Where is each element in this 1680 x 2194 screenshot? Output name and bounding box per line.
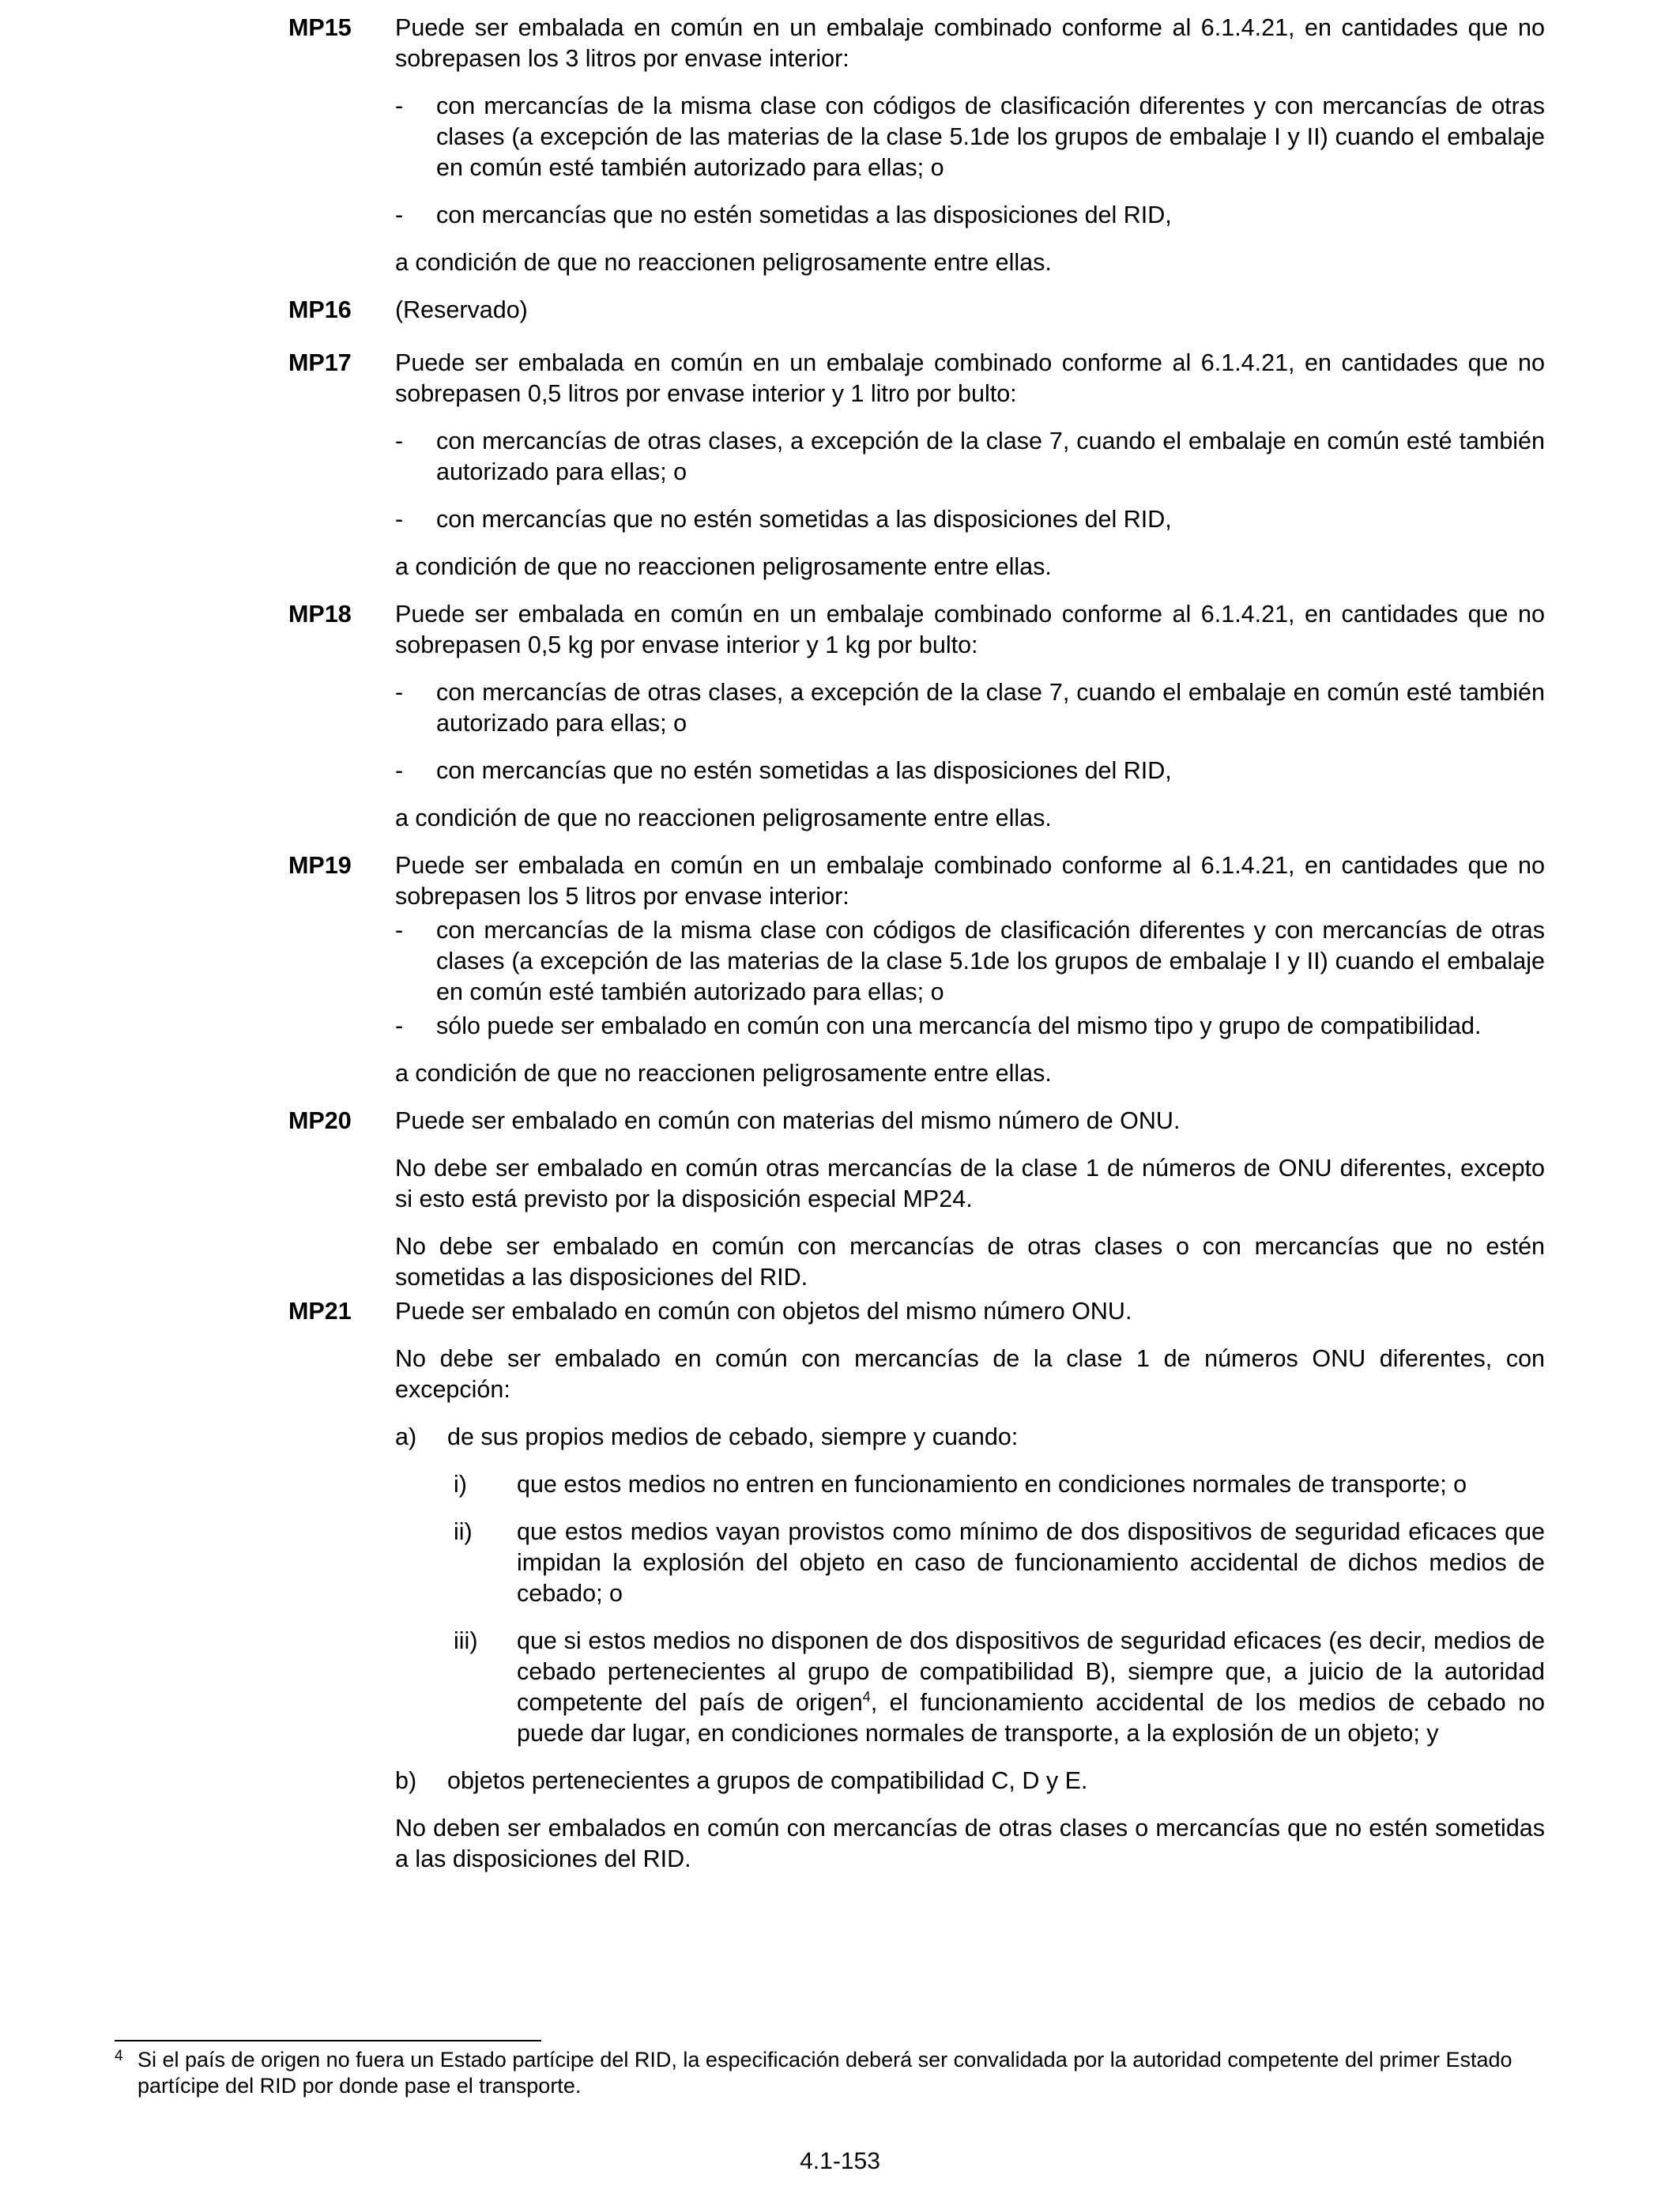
text-before-footnote: que si estos medios no disponen de dos dispositivos de seguridad eficaces (es decir, medios de cebado pertenecientes al grupo de compatibilidad B), siempre que, a juicio de la autoridad competente del país de origen (517, 1627, 1545, 1716)
dash-bullet: - (395, 1012, 404, 1039)
provision-mp20 (288, 1106, 1545, 1293)
provision-mp18 (288, 599, 1545, 834)
list-item-iii (454, 1626, 1545, 1749)
dash-bullet: - (395, 757, 404, 784)
list-item (395, 677, 1545, 739)
provision-intro: Puede ser embalada en común en un embalaje combinado conforme al 6.1.4.21, en cantidades que no sobrepasen 0,5 litros por envase interior y 1 litro por bulto: (395, 349, 1545, 407)
list-numeral: iii) (454, 1627, 478, 1654)
provision-mp16 (288, 295, 1545, 326)
dash-bullet: - (395, 428, 404, 454)
provision-code: MP18 (288, 601, 352, 628)
list-item-text: con mercancías que no estén sometidas a las disposiciones del RID, (436, 757, 1172, 784)
provision-intro: Puede ser embalada en común en un embalaje combinado conforme al 6.1.4.21, en cantidades que no sobrepasen los 5 litros por envase interior: (395, 852, 1545, 910)
list-item (395, 1011, 1545, 1042)
provision-paragraph: No debe ser embalado en común otras mercancías de la clase 1 de números de ONU diferentes, excepto si esto está previsto por la disposición especial MP24. (395, 1155, 1545, 1212)
footnote-separator (115, 2040, 541, 2041)
provision-closing: No deben ser embalados en común con mercancías de otras clases o mercancías que no estén sometidas a las disposiciones del RID. (395, 1815, 1545, 1872)
provision-mp17 (288, 348, 1545, 582)
list-item-text (517, 1626, 1545, 1749)
provision-paragraph: No debe ser embalado en común con mercancías de la clase 1 de números ONU diferentes, con excepción: (395, 1345, 1545, 1403)
provision-closing: a condición de que no reaccionen peligrosamente entre ellas. (395, 805, 1052, 831)
list-item-i (454, 1469, 1545, 1500)
dash-bullet: - (395, 679, 404, 706)
footnote-text: Si el país de origen no fuera un Estado partícipe del RID, la especificación deberá ser convalidada por la autoridad competente del primer Estado partícipe del RID por donde pase el transporte. (137, 2048, 1512, 2098)
provision-paragraph: Puede ser embalado en común con objetos del mismo número ONU. (395, 1298, 1132, 1325)
provision-closing: a condición de que no reaccionen peligrosamente entre ellas. (395, 249, 1052, 276)
provision-code: MP20 (288, 1107, 352, 1134)
list-item (395, 91, 1545, 183)
provision-code: MP17 (288, 349, 352, 376)
provision-mp19 (288, 850, 1545, 1089)
provision-intro: Puede ser embalada en común en un embalaje combinado conforme al 6.1.4.21, en cantidades que no sobrepasen los 3 litros por envase interior: (395, 14, 1545, 72)
list-numeral: ii) (454, 1518, 473, 1545)
list-item-text: que estos medios vayan provistos como mínimo de dos dispositivos de seguridad eficaces que impidan la explosión del objeto en caso de funcionamiento accidental de dichos medios de cebado; o (517, 1518, 1545, 1607)
list-letter: b) (395, 1767, 417, 1794)
provision-code: MP19 (288, 852, 352, 879)
provision-code: MP15 (288, 14, 352, 41)
list-item-text: que estos medios no entren en funcionamiento en condiciones normales de transporte; o (517, 1471, 1467, 1498)
page-number: 4.1-153 (800, 2148, 880, 2174)
list-item (395, 504, 1545, 535)
list-item (395, 756, 1545, 786)
list-item-b (395, 1766, 1545, 1796)
provision-closing: a condición de que no reaccionen peligrosamente entre ellas. (395, 1060, 1052, 1087)
provision-closing: a condición de que no reaccionen peligrosamente entre ellas. (395, 553, 1052, 580)
list-item-ii (454, 1517, 1545, 1609)
list-numeral: i) (454, 1471, 467, 1498)
provision-paragraph: Puede ser embalado en común con materias del mismo número de ONU. (395, 1107, 1181, 1134)
list-letter: a) (395, 1423, 417, 1450)
dash-bullet: - (395, 202, 404, 228)
provision-text: (Reservado) (395, 296, 528, 323)
list-item (395, 426, 1545, 488)
footnote (115, 2047, 1513, 2099)
footnote-reference[interactable]: 4 (862, 1688, 871, 1705)
text-after-footnote: , el funcionamiento accidental de los medios de cebado no puede dar lugar, en condiciones normales de transporte, a la explosión de un objeto; y (517, 1689, 1545, 1747)
list-item-a (395, 1422, 1545, 1453)
list-item-text: con mercancías que no estén sometidas a las disposiciones del RID, (436, 506, 1172, 533)
dash-bullet: - (395, 92, 404, 119)
provision-intro: Puede ser embalada en común en un embalaje combinado conforme al 6.1.4.21, en cantidades que no sobrepasen 0,5 kg por envase interior y 1 kg por bulto: (395, 601, 1545, 658)
dash-bullet: - (395, 917, 404, 944)
provision-mp15 (288, 13, 1545, 278)
list-item-text: con mercancías de la misma clase con códigos de clasificación diferentes y con mercancías de otras clases (a excepción de las materias de la clase 5.1de los grupos de embalaje I y II) cuando el embalaje en común esté también autorizado para ellas; o (436, 917, 1545, 1005)
list-item-text: con mercancías de otras clases, a excepción de la clase 7, cuando el embalaje en común esté también autorizado para ellas; o (436, 428, 1545, 485)
list-item-text: con mercancías de otras clases, a excepción de la clase 7, cuando el embalaje en común esté también autorizado para ellas; o (436, 679, 1545, 737)
list-item-text: sólo puede ser embalado en común con una mercancía del mismo tipo y grupo de compatibilidad. (436, 1012, 1482, 1039)
list-item (395, 915, 1545, 1008)
footnote-mark: 4 (115, 2048, 123, 2064)
list-item-text: con mercancías que no estén sometidas a las disposiciones del RID, (436, 202, 1172, 228)
provision-paragraph: No debe ser embalado en común con mercancías de otras clases o con mercancías que no estén sometidas a las disposiciones del RID. (395, 1233, 1545, 1291)
list-item-text: con mercancías de la misma clase con códigos de clasificación diferentes y con mercancías de otras clases (a excepción de las materias de la clase 5.1de los grupos de embalaje I y II) cuando el embalaje en común esté también autorizado para ellas; o (436, 92, 1545, 181)
list-item (395, 200, 1545, 231)
provision-mp21 (288, 1296, 1545, 1875)
provision-code: MP21 (288, 1298, 352, 1325)
provision-code: MP16 (288, 296, 352, 323)
list-item-text: objetos pertenecientes a grupos de compatibilidad C, D y E. (447, 1767, 1088, 1794)
dash-bullet: - (395, 506, 404, 533)
list-item-text: de sus propios medios de cebado, siempre y cuando: (447, 1423, 1019, 1450)
document-body (288, 13, 1545, 1891)
